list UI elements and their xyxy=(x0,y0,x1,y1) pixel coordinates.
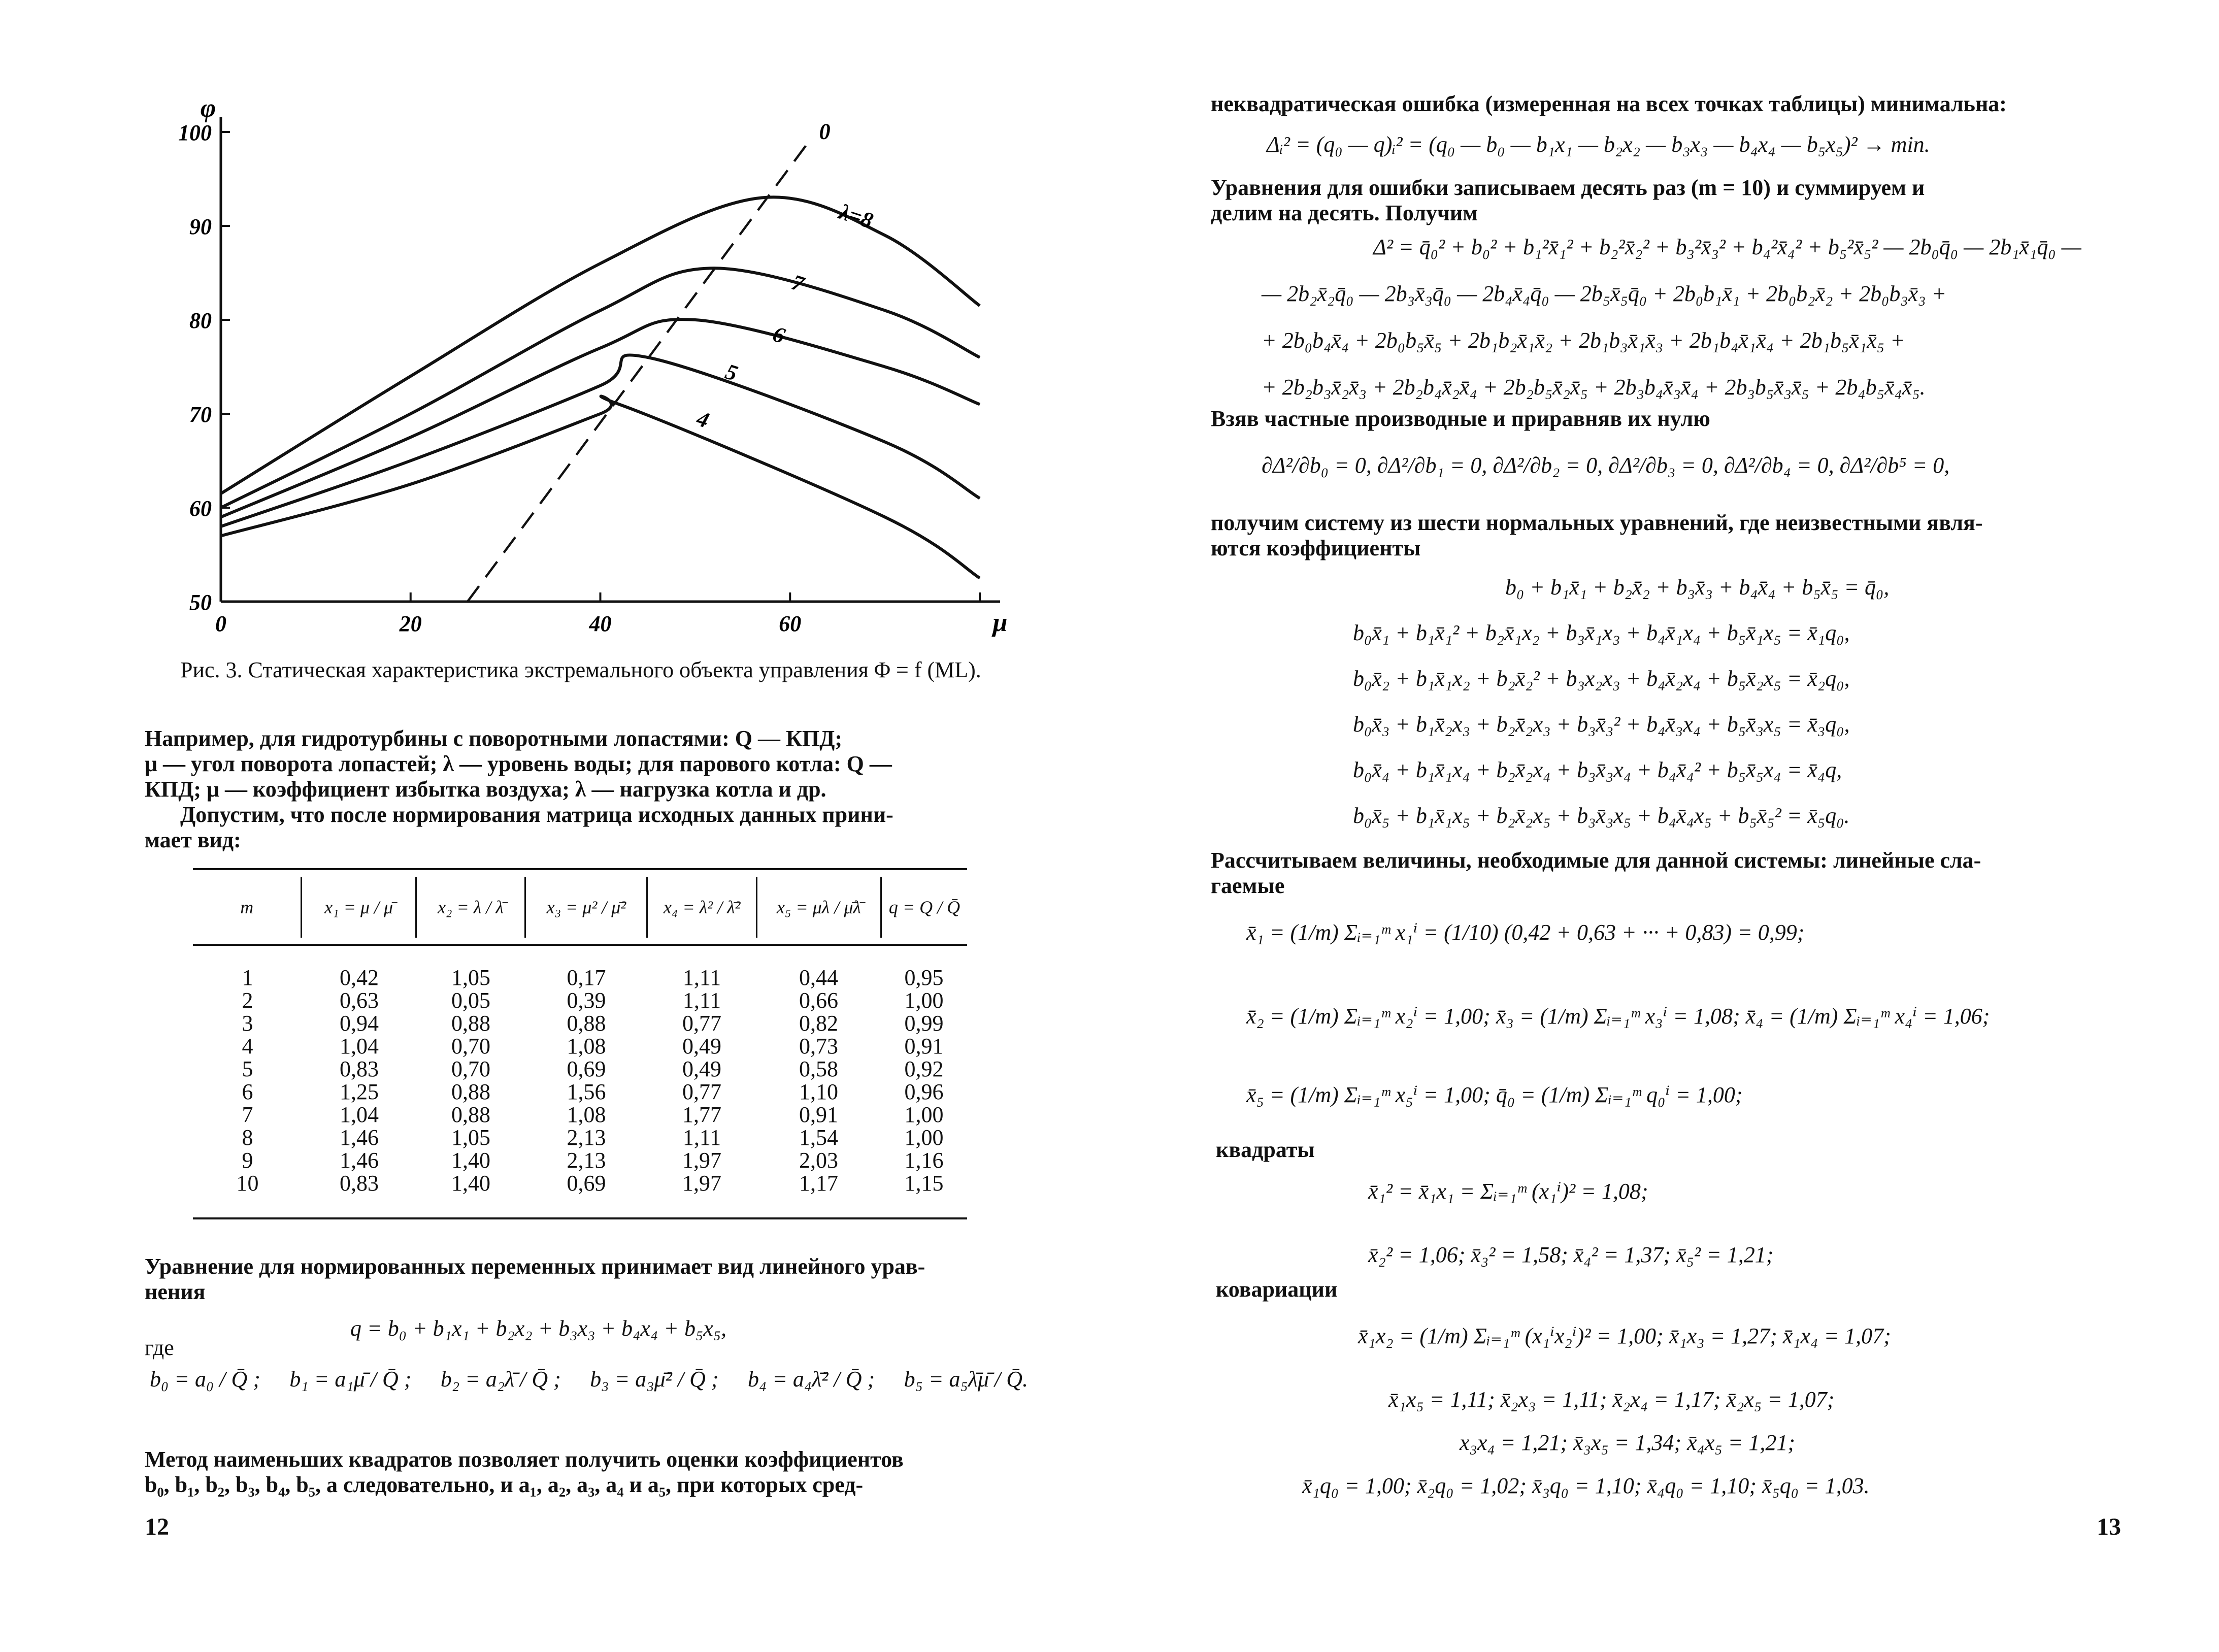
table-cell: 0,66 xyxy=(799,988,838,1013)
paragraph-equation-intro xyxy=(145,1254,1023,1305)
table-row xyxy=(193,1172,967,1195)
curve-label: 5 xyxy=(722,358,741,386)
table-cell: 1,46 xyxy=(340,1148,379,1173)
table-cell: 3 xyxy=(242,1011,253,1036)
table-cell: 5 xyxy=(242,1056,253,1081)
x-tick-label: 0 xyxy=(215,611,226,636)
table-row xyxy=(193,1058,967,1080)
table-cell: 2 xyxy=(242,988,253,1013)
table-cell: 1,08 xyxy=(567,1034,606,1059)
table-cell: 1,54 xyxy=(799,1125,838,1150)
table-cell: 0,05 xyxy=(451,988,490,1013)
table-row xyxy=(193,1149,967,1172)
left-page xyxy=(0,0,1109,1652)
table-cell: 0,70 xyxy=(451,1034,490,1059)
table-cell: 1,00 xyxy=(904,1125,944,1150)
x-tick-label: 40 xyxy=(589,611,612,636)
table-cell: 1,04 xyxy=(340,1102,379,1127)
y-tick-label: 60 xyxy=(189,496,212,521)
table-header-cell: m xyxy=(240,897,254,917)
text-line: КПД; μ — коэффициент избытка воздуха; λ — нагрузка котла и др. xyxy=(145,777,826,802)
text-line: Уравнение для нормированных переменных принимает вид линейного урав- xyxy=(145,1254,925,1279)
table-cell: 0,73 xyxy=(799,1034,838,1059)
table-cell: 1,05 xyxy=(451,965,490,990)
text-line: делим на десять. Получим xyxy=(1211,201,1478,225)
normal-equation-system xyxy=(1353,574,2114,848)
x-axis-label: μ xyxy=(992,608,1008,637)
table-cell: 1,97 xyxy=(682,1171,721,1196)
coefficient-definition: b₀ = a₀ / Q̄ ; xyxy=(150,1367,260,1392)
paragraph-examples xyxy=(145,726,1023,802)
table-cell: 1,11 xyxy=(682,965,721,990)
table-cell: 0,88 xyxy=(451,1102,490,1127)
coefficient-definition: b₃ = a₃μ̄² / Q̄ ; xyxy=(590,1367,719,1392)
table-cell: 1,08 xyxy=(567,1102,606,1127)
table-cell: 0,69 xyxy=(567,1056,606,1081)
table-cell: 0,88 xyxy=(451,1079,490,1104)
figure-chart xyxy=(168,91,1020,660)
table-cell: 0,82 xyxy=(799,1011,838,1036)
table-cell: 1,00 xyxy=(904,988,944,1013)
table-cell: 0,49 xyxy=(682,1034,721,1059)
text-line: нения xyxy=(145,1279,206,1304)
table-cell: 0,96 xyxy=(904,1079,944,1104)
table-header-cell: x₂ = λ / λ̄ xyxy=(415,877,524,938)
equation-line: b₀x̄₃ + b₁x̄₂x₃ + b₂x̄₂x₃ + b₃x̄₃² + b₄x̄₃x₄ + b₅x̄₃x₅ = x̄₃q₀, xyxy=(1353,712,1850,737)
equation-line: Δ² = q̄₀² + b₀² + b₁²x̄₁² + b₂²x̄₂² + b₃²x̄₃² + b₄²x̄₄² + b₅²x̄₅² — 2b₀q̄₀ — 2b₁x̄₁q̄₀ — xyxy=(1373,235,2081,259)
y-tick-label: 70 xyxy=(189,402,212,427)
expanded-error-equation xyxy=(1231,234,2196,420)
text-line: получим систему из шести нормальных уравнений, где неизвестными явля- xyxy=(1211,510,1983,535)
table-cell: 0,58 xyxy=(799,1056,838,1081)
table-cell: 1,10 xyxy=(799,1079,838,1104)
table-cell: 1,56 xyxy=(567,1079,606,1104)
table-header-cell: q = Q / Q̄ xyxy=(880,877,967,938)
table-header-cell: x₄ = λ² / λ̄² xyxy=(646,877,755,938)
equation-line: b₀ + b₁x̄₁ + b₂x̄₂ + b₃x̄₃ + b₄x̄₄ + b₅x̄₅ = q̄₀, xyxy=(1505,575,1890,600)
table-cell: 0,39 xyxy=(567,988,606,1013)
table-cell: 1,17 xyxy=(799,1171,838,1196)
table-cell: 1,16 xyxy=(904,1148,944,1173)
table-cell: 1,40 xyxy=(451,1148,490,1173)
table-cell: 0,17 xyxy=(567,965,606,990)
squares-label: квадраты xyxy=(1216,1137,1315,1162)
table-cell: 0,77 xyxy=(682,1011,721,1036)
y-tick-label: 80 xyxy=(189,308,212,333)
text-line: Уравнения для ошибки записываем десять раз (m = 10) и суммируем и xyxy=(1211,175,1925,200)
main-equation: q = b₀ + b₁x₁ + b₂x₂ + b₃x₃ + b₄x₄ + b₅x₅, xyxy=(350,1316,727,1341)
linear-terms-3: x̄₅ = (1/m) Σᵢ₌₁ᵐ x₅ⁱ = 1,00; q̄₀ = (1/m) Σᵢ₌₁ᵐ q₀ⁱ = 1,00; xyxy=(1246,1082,1743,1107)
table-cell: 1,15 xyxy=(904,1171,944,1196)
coefficient-definition: b₄ = a₄λ̄² / Q̄ ; xyxy=(747,1367,875,1392)
dashed-line-label: 0 xyxy=(819,119,831,144)
paragraph-least-squares xyxy=(145,1447,1023,1498)
table-cell: 0,92 xyxy=(904,1056,944,1081)
table-cell: 0,88 xyxy=(451,1011,490,1036)
page-number: 12 xyxy=(145,1513,169,1540)
curve-lambda-7 xyxy=(221,268,980,508)
curve-lambda-5 xyxy=(221,355,980,526)
y-axis-label: φ xyxy=(200,94,216,123)
curve-lambda-8 xyxy=(221,197,980,493)
text-line: Допустим, что после нормирования матрица исходных данных прини- xyxy=(180,802,893,827)
table-cell: 2,13 xyxy=(567,1125,606,1150)
table-row xyxy=(193,1080,967,1103)
curve-label: 7 xyxy=(788,270,807,297)
squares-line-1: x̄₁² = x̄₁x₁ = Σᵢ₌₁ᵐ (x₁ⁱ)² = 1,08; xyxy=(1368,1179,1648,1204)
table-cell: 0,83 xyxy=(340,1171,379,1196)
table-row xyxy=(193,966,967,989)
curve-label: λ=8 xyxy=(836,199,876,234)
table-row xyxy=(193,989,967,1012)
text-line: Например, для гидротурбины с поворотными лопастями: Q — КПД; xyxy=(145,726,843,751)
table-header xyxy=(193,870,967,944)
paragraph-matrix-intro xyxy=(145,802,1023,853)
table-header-cell: x₅ = μλ / μ̄λ̄ xyxy=(756,877,880,938)
curve-label: 4 xyxy=(693,406,712,433)
table-cell: 4 xyxy=(242,1034,253,1059)
table-cell: 0,49 xyxy=(682,1056,721,1081)
table-cell: 10 xyxy=(236,1171,259,1196)
text-line: b₀, b₁, b₂, b₃, b₄, b₅, а следовательно, и a₁, a₂, a₃, a₄ и a₅, при которых сред- xyxy=(145,1472,864,1497)
text-line: μ — угол поворота лопастей; λ — уровень воды; для парового котла: Q — xyxy=(145,751,892,776)
table-header-cell: x₁ = μ / μ̄ xyxy=(301,877,415,938)
table-cell: 1 xyxy=(242,965,253,990)
table-row xyxy=(193,1126,967,1149)
coefficient-definitions xyxy=(150,1366,1028,1393)
covariance-line-4: x̄₁q₀ = 1,00; x̄₂q₀ = 1,02; x̄₃q₀ = 1,10; x̄₄q₀ = 1,10; x̄₅q₀ = 1,03. xyxy=(1302,1473,1870,1498)
text-line: Взяв частные производные и приравняв их нулю xyxy=(1211,406,1710,431)
table-row xyxy=(193,1035,967,1058)
y-tick-label: 50 xyxy=(189,590,212,615)
table-cell: 0,95 xyxy=(904,965,944,990)
y-tick-label: 90 xyxy=(189,214,212,239)
table-cell: 0,94 xyxy=(340,1011,379,1036)
table-bottom-rule xyxy=(193,1217,967,1219)
paragraph-normal-equations xyxy=(1211,510,2191,561)
table-cell: 1,25 xyxy=(340,1079,379,1104)
table-cell: 6 xyxy=(242,1079,253,1104)
text-line: гаемые xyxy=(1211,873,1285,898)
table-row xyxy=(193,1012,967,1035)
table-cell: 1,97 xyxy=(682,1148,721,1173)
equation-line: b₀x̄₄ + b₁x̄₁x₄ + b₂x̄₂x₄ + b₃x̄₃x₄ + b₄x̄₄² + b₅x̄₅x₄ = x̄₄q, xyxy=(1353,757,1842,782)
equation-line: b₀x̄₅ + b₁x̄₁x₅ + b₂x̄₂x₅ + b₃x̄₃x₅ + b₄x̄₄x₅ + b₅x̄₅² = x̄₅q₀. xyxy=(1353,803,1850,828)
text-line: неквадратическая ошибка (измеренная на всех точках таблицы) минимальна: xyxy=(1211,91,2007,116)
table-cell: 0,99 xyxy=(904,1011,944,1036)
page-number: 13 xyxy=(2097,1513,2121,1540)
covariance-label: ковариации xyxy=(1216,1277,1338,1302)
equation-line: — 2b₂x̄₂q̄₀ — 2b₃x̄₃q̄₀ — 2b₄x̄₄q̄₀ — 2b₅x̄₅q̄₀ + 2b₀b₁x̄₁ + 2b₀b₂x̄₂ + 2b₀b₃x̄₃ + xyxy=(1262,281,1947,306)
table-cell: 1,11 xyxy=(682,1125,721,1150)
text-line: мает вид: xyxy=(145,828,241,852)
text-line: Метод наименьших квадратов позволяет получить оценки коэффициентов xyxy=(145,1447,904,1472)
covariance-line-1: x̄₁x₂ = (1/m) Σᵢ₌₁ᵐ (x₁ⁱx₂ⁱ)² = 1,00; x̄₁x₃ = 1,27; x̄₁x₄ = 1,07; xyxy=(1358,1324,1891,1348)
table-cell: 0,88 xyxy=(567,1011,606,1036)
table-cell: 1,40 xyxy=(451,1171,490,1196)
table-cell: 1,00 xyxy=(904,1102,944,1127)
table-cell: 0,91 xyxy=(799,1102,838,1127)
dashed-extremum-line xyxy=(468,142,809,602)
coefficient-definition: b₂ = a₂λ̄ / Q̄ ; xyxy=(440,1367,561,1392)
linear-terms-2: x̄₂ = (1/m) Σᵢ₌₁ᵐ x₂ⁱ = 1,00; x̄₃ = (1/m) Σᵢ₌₁ᵐ x₃ⁱ = 1,08; x̄₄ = (1/m) Σᵢ₌₁ᵐ x₄ⁱ = 1,06; xyxy=(1246,1004,1990,1029)
equation-line: b₀x̄₁ + b₁x̄₁² + b₂x̄₁x₂ + b₃x̄₁x₃ + b₄x̄₁x₄ + b₅x̄₁x₅ = x̄₁q₀, xyxy=(1353,620,1850,645)
table-cell: 1,77 xyxy=(682,1102,721,1127)
covariance-line-3: x₃x₄ = 1,21; x̄₃x₅ = 1,34; x̄₄x₅ = 1,21; xyxy=(1460,1430,1795,1455)
squares-line-2: x̄₂² = 1,06; x̄₃² = 1,58; x̄₄² = 1,37; x̄₅² = 1,21; xyxy=(1368,1242,1774,1267)
table-cell: 0,69 xyxy=(567,1171,606,1196)
table-cell: 1,04 xyxy=(340,1034,379,1059)
table-cell: 2,03 xyxy=(799,1148,838,1173)
where-label: где xyxy=(145,1335,174,1360)
paragraph-calculation xyxy=(1211,848,2191,899)
table-cell: 0,44 xyxy=(799,965,838,990)
table-cell: 9 xyxy=(242,1148,253,1173)
table-cell: 7 xyxy=(242,1102,253,1127)
partial-derivatives: ∂Δ²/∂b₀ = 0, ∂Δ²/∂b₁ = 0, ∂Δ²/∂b₂ = 0, ∂Δ²/∂b₃ = 0, ∂Δ²/∂b₄ = 0, ∂Δ²/∂b⁵ = 0, xyxy=(1262,453,1950,478)
text-line: ются коэффициенты xyxy=(1211,536,1421,560)
equation-line: b₀x̄₂ + b₁x̄₁x₂ + b₂x̄₂² + b₃x₂x₃ + b₄x̄₂x₄ + b₅x̄₂x₅ = x̄₂q₀, xyxy=(1353,666,1850,691)
table-cell: 1,11 xyxy=(682,988,721,1013)
error-equation: Δᵢ² = (q₀ — q)ᵢ² = (q₀ — b₀ — b₁x₁ — b₂x₂ — b₃x₃ — b₄x₄ — b₅x₅)² → min. xyxy=(1267,132,1930,157)
data-table xyxy=(193,868,967,1219)
equation-line: + 2b₂b₃x̄₂x̄₃ + 2b₂b₄x̄₂x̄₄ + 2b₂b₅x̄₂x̄₅ + 2b₃b₄x̄₃x̄₄ + 2b₃b₅x̄₃x̄₅ + 2b₄b₅x̄₄x̄₅. xyxy=(1262,375,1926,400)
x-tick-label: 60 xyxy=(779,611,802,636)
table-cell: 0,42 xyxy=(340,965,379,990)
table-cell: 0,83 xyxy=(340,1056,379,1081)
curve-label: 6 xyxy=(770,321,788,349)
table-cell: 0,91 xyxy=(904,1034,944,1059)
paragraph-summation xyxy=(1211,175,2191,226)
figure-caption: Рис. 3. Статическая характеристика экстремального объекта управления Φ = f (ML). xyxy=(180,657,981,682)
text-line: Рассчитываем величины, необходимые для данной системы: линейные сла- xyxy=(1211,848,1981,873)
table-cell: 1,05 xyxy=(451,1125,490,1150)
table-cell: 0,70 xyxy=(451,1056,490,1081)
table-cell: 0,77 xyxy=(682,1079,721,1104)
table-cell: 8 xyxy=(242,1125,253,1150)
table-row xyxy=(193,1103,967,1126)
table-cell: 2,13 xyxy=(567,1148,606,1173)
equation-line: + 2b₀b₄x̄₄ + 2b₀b₅x̄₅ + 2b₁b₂x̄₁x̄₂ + 2b₁b₃x̄₁x̄₃ + 2b₁b₄x̄₁x̄₄ + 2b₁b₅x̄₁x̄₅ + xyxy=(1262,328,1905,353)
right-page xyxy=(1109,0,2219,1652)
table-cell: 0,63 xyxy=(340,988,379,1013)
table-cell: 1,46 xyxy=(340,1125,379,1150)
y-tick-label: 100 xyxy=(178,120,212,145)
coefficient-definition: b₁ = a₁μ̄ / Q̄ ; xyxy=(289,1367,412,1392)
covariance-line-2: x̄₁x₅ = 1,11; x̄₂x₃ = 1,11; x̄₂x₄ = 1,17; x̄₂x₅ = 1,07; xyxy=(1388,1387,1835,1412)
table-body xyxy=(193,946,967,1217)
x-tick-label: 20 xyxy=(399,611,422,636)
table-header-cell: x₃ = μ² / μ̄² xyxy=(524,877,646,938)
coefficient-definition: b₅ = a₅λ̄μ̄ / Q̄. xyxy=(904,1367,1028,1392)
linear-term-1: x̄₁ = (1/m) Σᵢ₌₁ᵐ x₁ⁱ = (1/10) (0,42 + 0,63 + ··· + 0,83) = 0,99; xyxy=(1246,920,1805,945)
